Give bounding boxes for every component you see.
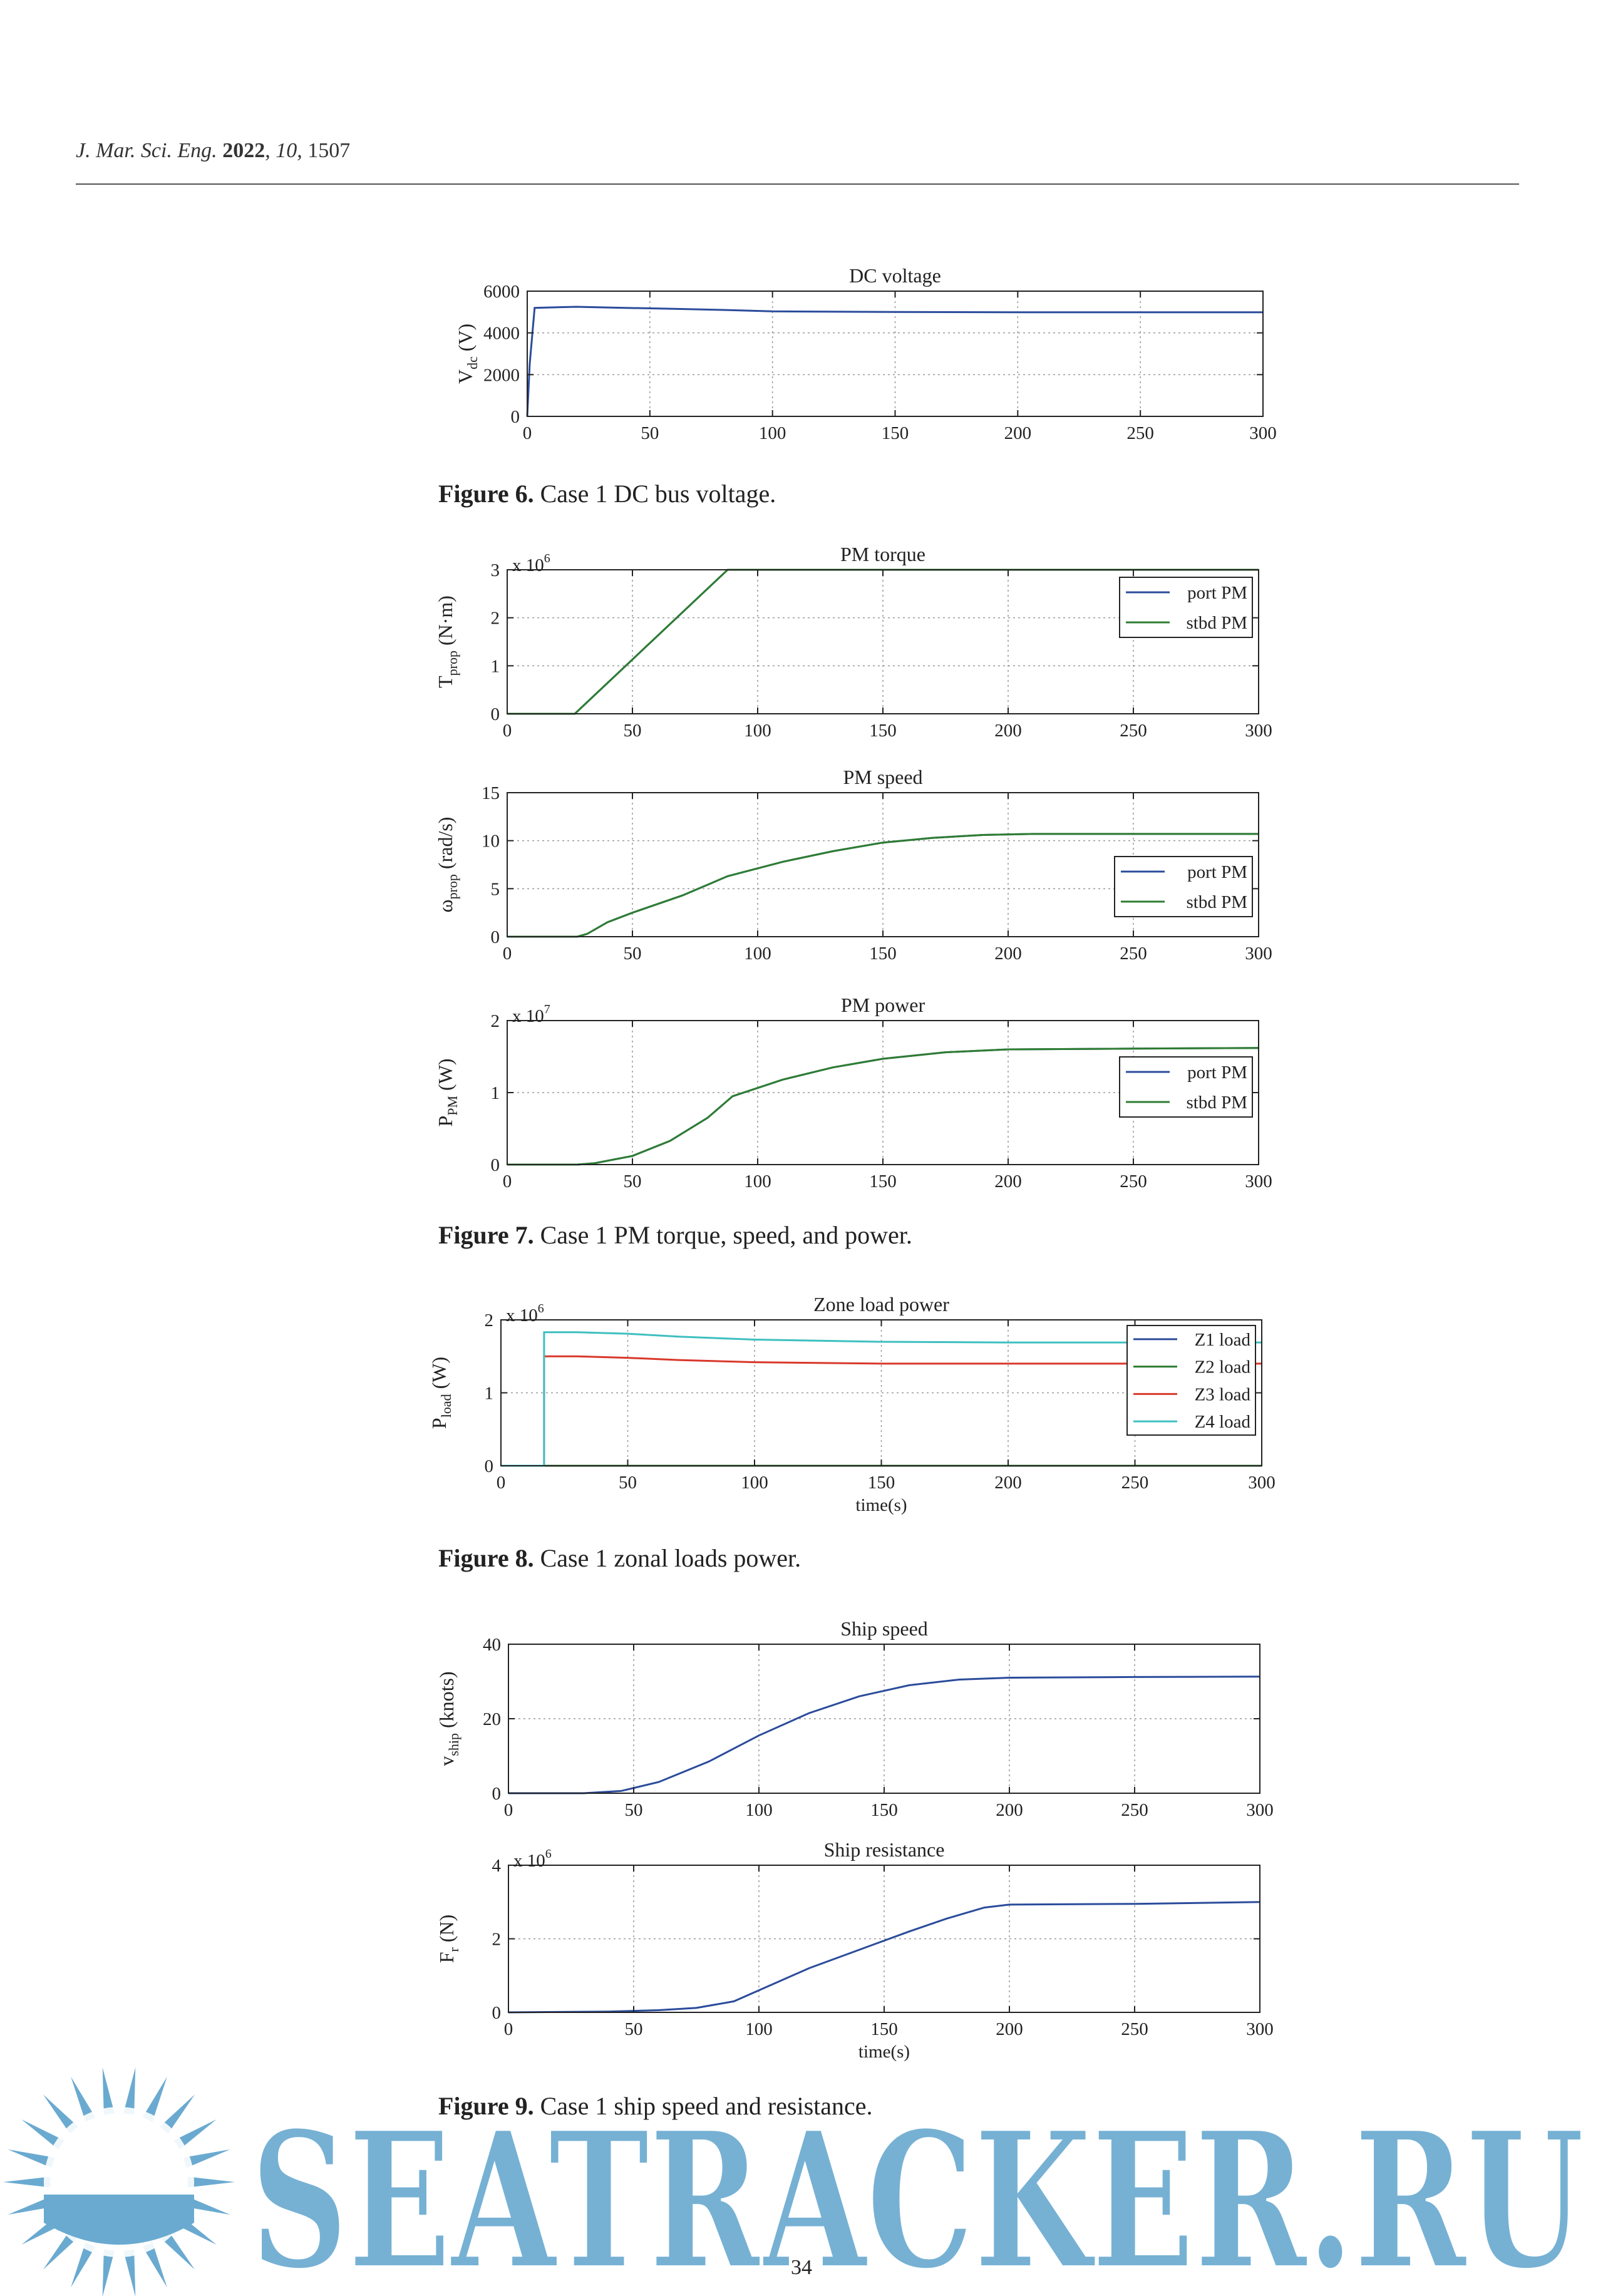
y-tick-label: 2: [490, 608, 500, 629]
y-tick-label: 0: [490, 704, 500, 724]
ship-speed-chart: [0, 1600, 1603, 1825]
y-tick-label: 0: [510, 407, 520, 427]
x-tick-label: 0: [522, 423, 532, 443]
figure-9-label: Figure 9.: [438, 2092, 534, 2120]
legend-label: stbd PM: [1186, 892, 1247, 912]
x-tick-label: 300: [1245, 1171, 1272, 1192]
y-label-main: P: [428, 1418, 450, 1429]
chart-title: DC voltage: [849, 264, 941, 287]
axis-exponent: [506, 1302, 544, 1326]
y-tick-label: 20: [483, 1709, 501, 1729]
chart-title: PM power: [840, 994, 925, 1016]
axis-exponent: [513, 1847, 552, 1871]
chart-title: Zone load power: [813, 1293, 949, 1315]
sun-ray: [3, 2176, 50, 2187]
x-tick-label: 100: [744, 1171, 771, 1192]
x-tick-label: 250: [1121, 1800, 1148, 1820]
figure-6-caption: [438, 479, 776, 508]
x-tick-label: 300: [1246, 2019, 1274, 2039]
y-tick-label: 40: [483, 1635, 501, 1655]
y-tick-label: 1: [490, 656, 500, 677]
y-label-subscript: ship: [446, 1732, 461, 1756]
x-tick-label: 150: [870, 2019, 898, 2039]
page-number: 34: [791, 2256, 812, 2279]
x-tick-label: 250: [1120, 1171, 1147, 1192]
chart-title: Ship speed: [840, 1617, 928, 1640]
y-tick-label: 1: [484, 1383, 493, 1404]
y-tick-label: 0: [484, 1456, 493, 1476]
legend-label: port PM: [1187, 1063, 1247, 1083]
y-label-unit: (rad/s): [434, 816, 456, 875]
x-tick-label: 0: [502, 1171, 512, 1192]
x-axis-label: time(s): [858, 2042, 910, 2062]
chart-title: PM speed: [843, 766, 923, 788]
y-label-main: v: [435, 1756, 458, 1766]
y-label-main: F: [435, 1952, 458, 1964]
y-axis-label: [454, 324, 480, 384]
article-number: 1507: [307, 139, 351, 162]
x-tick-label: 50: [641, 423, 659, 443]
y-axis-label: [434, 817, 460, 913]
x-tick-label: 150: [869, 1171, 897, 1192]
x-tick-label: 200: [994, 1473, 1022, 1493]
x-tick-label: 200: [996, 2019, 1023, 2039]
y-tick-label: 10: [482, 831, 500, 852]
dc-voltage-chart: [0, 238, 1603, 463]
x-tick-label: 50: [624, 2019, 643, 2039]
axis-exponent: [512, 1002, 550, 1026]
y-label-unit: (W): [434, 1058, 456, 1096]
y-tick-label: 1: [490, 1083, 500, 1103]
legend-label: Z2 load: [1194, 1357, 1250, 1377]
y-tick-label: 4000: [483, 323, 520, 344]
axis-exponent: [512, 552, 550, 575]
y-tick-label: 4: [492, 1856, 501, 1876]
y-label-main: T: [434, 676, 456, 688]
x-tick-label: 250: [1120, 944, 1147, 964]
y-label-unit: (W): [428, 1356, 450, 1394]
y-tick-label: 3: [490, 560, 500, 580]
sun-ray: [188, 2176, 235, 2187]
y-axis-label: [428, 1357, 454, 1429]
y-tick-label: 0: [490, 1155, 500, 1175]
x-tick-label: 50: [624, 1800, 643, 1820]
y-label-subscript: r: [446, 1947, 461, 1952]
y-axis-label: [435, 1915, 461, 1964]
exponent-base: x 10: [506, 1305, 538, 1326]
x-tick-label: 250: [1120, 721, 1147, 741]
x-tick-label: 50: [623, 944, 642, 964]
y-label-subscript: load: [438, 1394, 454, 1418]
x-tick-label: 150: [867, 1473, 895, 1493]
exponent-base: x 10: [512, 1006, 544, 1026]
y-tick-label: 15: [482, 783, 500, 803]
figure-8-text: Case 1 zonal loads power.: [540, 1544, 802, 1572]
x-tick-label: 200: [994, 1171, 1022, 1192]
legend-label: port PM: [1187, 862, 1247, 882]
legend-label: stbd PM: [1186, 613, 1247, 633]
figure-7-label: Figure 7.: [438, 1221, 534, 1249]
x-tick-label: 50: [623, 721, 642, 741]
y-label-main: P: [434, 1115, 456, 1127]
pm-speed-chart: [0, 747, 1603, 972]
journal-name: J. Mar. Sci. Eng.: [76, 139, 217, 162]
exponent-power: 6: [537, 1302, 544, 1315]
y-label-unit: (knots): [435, 1671, 458, 1733]
y-tick-label: 0: [492, 1784, 501, 1804]
y-tick-label: 0: [492, 2003, 501, 2023]
ship-resistance-chart: [0, 1825, 1603, 2082]
x-tick-label: 200: [994, 721, 1022, 741]
watermark-text: SEATRACKER.RU: [250, 2090, 1584, 2296]
zone-load-power-chart: [0, 1271, 1603, 1534]
y-tick-label: 2: [490, 1011, 500, 1031]
header-rule: [76, 183, 1519, 185]
pm-power-chart: [0, 977, 1603, 1202]
y-label-main: ω: [434, 899, 456, 913]
x-tick-label: 0: [502, 944, 512, 964]
x-tick-label: 150: [870, 1800, 898, 1820]
x-tick-label: 250: [1121, 2019, 1148, 2039]
journal-header: J. Mar. Sci. Eng. 2022, 10, 1507: [76, 139, 351, 162]
legend-label: Z3 load: [1194, 1384, 1250, 1405]
y-label-subscript: prop: [445, 651, 460, 676]
x-tick-label: 250: [1121, 1473, 1149, 1493]
x-tick-label: 300: [1249, 423, 1277, 443]
figure-6-text: Case 1 DC bus voltage.: [540, 480, 776, 508]
y-label-unit: (V): [454, 323, 477, 357]
legend-label: port PM: [1187, 583, 1247, 603]
y-tick-label: 2: [492, 1929, 501, 1950]
x-tick-label: 300: [1245, 944, 1272, 964]
x-tick-label: 300: [1246, 1800, 1274, 1820]
exponent-power: 6: [545, 1847, 552, 1861]
exponent-power: 6: [544, 552, 550, 565]
chart-title: PM torque: [840, 543, 925, 565]
y-label-unit: (N): [435, 1914, 458, 1948]
journal-year: 2022: [222, 139, 265, 162]
x-axis-label: time(s): [855, 1495, 907, 1515]
y-label-subscript: dc: [465, 356, 480, 370]
figure-8-label: Figure 8.: [438, 1544, 534, 1572]
figure-8-caption: [438, 1543, 801, 1573]
y-axis-label: [434, 1058, 460, 1126]
exponent-base: x 10: [512, 555, 544, 575]
x-tick-label: 0: [503, 2019, 513, 2039]
y-tick-label: 2: [484, 1310, 493, 1331]
x-tick-label: 150: [869, 721, 897, 741]
x-tick-label: 200: [1004, 423, 1032, 443]
x-tick-label: 300: [1245, 721, 1272, 741]
x-tick-label: 100: [744, 721, 771, 741]
y-label-subscript: PM: [445, 1095, 460, 1116]
y-axis-label: [434, 595, 460, 688]
legend-label: Z1 load: [1194, 1329, 1250, 1350]
figure-9-text: Case 1 ship speed and resistance.: [540, 2092, 873, 2120]
y-tick-label: 2000: [483, 365, 520, 386]
y-axis-label: [435, 1671, 461, 1766]
x-tick-label: 0: [502, 721, 512, 741]
x-tick-label: 0: [503, 1800, 513, 1820]
y-tick-label: 5: [490, 879, 500, 900]
x-tick-label: 200: [996, 1800, 1023, 1820]
x-tick-label: 100: [745, 2019, 773, 2039]
x-tick-label: 150: [869, 944, 897, 964]
x-tick-label: 0: [496, 1473, 506, 1493]
y-label-main: V: [454, 369, 477, 384]
figure-7-text: Case 1 PM torque, speed, and power.: [540, 1221, 912, 1249]
figure-7-caption: [438, 1220, 912, 1250]
y-label-unit: (N·m): [434, 595, 456, 651]
exponent-base: x 10: [513, 1851, 545, 1871]
legend-label: Z4 load: [1194, 1412, 1250, 1433]
x-tick-label: 50: [623, 1171, 642, 1192]
x-tick-label: 100: [758, 423, 786, 443]
x-tick-label: 200: [994, 944, 1022, 964]
journal-volume: 10: [276, 139, 297, 162]
y-label-subscript: prop: [445, 874, 460, 900]
figure-6-label: Figure 6.: [438, 480, 534, 508]
pm-torque-chart: [0, 526, 1603, 751]
y-tick-label: 6000: [483, 282, 520, 302]
exponent-power: 7: [544, 1002, 550, 1016]
x-tick-label: 250: [1126, 423, 1154, 443]
legend-label: stbd PM: [1186, 1093, 1247, 1113]
chart-title: Ship resistance: [823, 1838, 945, 1861]
x-tick-label: 100: [744, 944, 771, 964]
x-tick-label: 150: [881, 423, 909, 443]
x-tick-label: 100: [745, 1800, 773, 1820]
x-tick-label: 300: [1248, 1473, 1276, 1493]
x-tick-label: 100: [741, 1473, 768, 1493]
x-tick-label: 50: [619, 1473, 637, 1493]
y-tick-label: 0: [490, 927, 500, 947]
